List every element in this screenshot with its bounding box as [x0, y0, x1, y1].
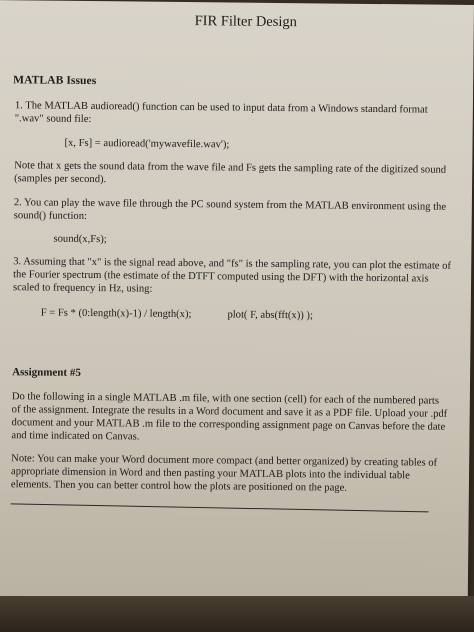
document-title: FIR Filter Design	[194, 13, 298, 31]
assignment-heading: Assignment #5	[12, 366, 81, 379]
document-body	[11, 8, 456, 511]
item3-code-frequency: F = Fs * (0:length(x)-1) / length(x);	[40, 307, 192, 321]
item1-code: [x, Fs] = audioread('mywavefile.wav');	[64, 137, 230, 151]
horizontal-rule	[11, 503, 429, 512]
item2-code: sound(x,Fs);	[53, 233, 107, 246]
table-surface	[0, 596, 474, 632]
item1-text: 1. The MATLAB audioread() function can be used to input data from a Windows standard format ".wav" sound file:	[14, 100, 428, 126]
item2-text: 2. You can play the wave file through the PC sound system from the MATLAB environment using the sound() function:	[13, 197, 447, 222]
assignment-note: Note: You can make your Word document more compact (and better organized) by creating tables of appropriate dimension in Word and then pasting your MATLAB plots into the individual table elements. Then you can better control how the plots are positioned on the page.	[10, 453, 438, 494]
item3-code-plot: plot( F, abs(fft(x)) );	[227, 309, 313, 322]
section-heading-matlab-issues: MATLAB Issues	[13, 74, 97, 88]
item3-code-row	[41, 307, 453, 324]
item1-note: Note that x gets the sound data from the wave file and Fs gets the sampling rate of the digitized sound (samples per second).	[14, 160, 447, 186]
assignment-text: Do the following in a single MATLAB .m file, with one section (cell) for each of the numbered parts of the assignment. Integrate the results in a Word document and save it as a PDF file. Upload your .pdf document and your MATLAB .m file to the corresponding assignment page on Canvas before the date and time indicated on Canvas.	[11, 391, 448, 443]
item3-text: 3. Assuming that "x" is the signal read above, and "fs" is the sampling rate, you can plot the estimate of the Fourier spectrum (the estimate of the DTFT computed using the DFT) with the horizontal axis scaled to frequency in Hz, using:	[12, 256, 452, 295]
